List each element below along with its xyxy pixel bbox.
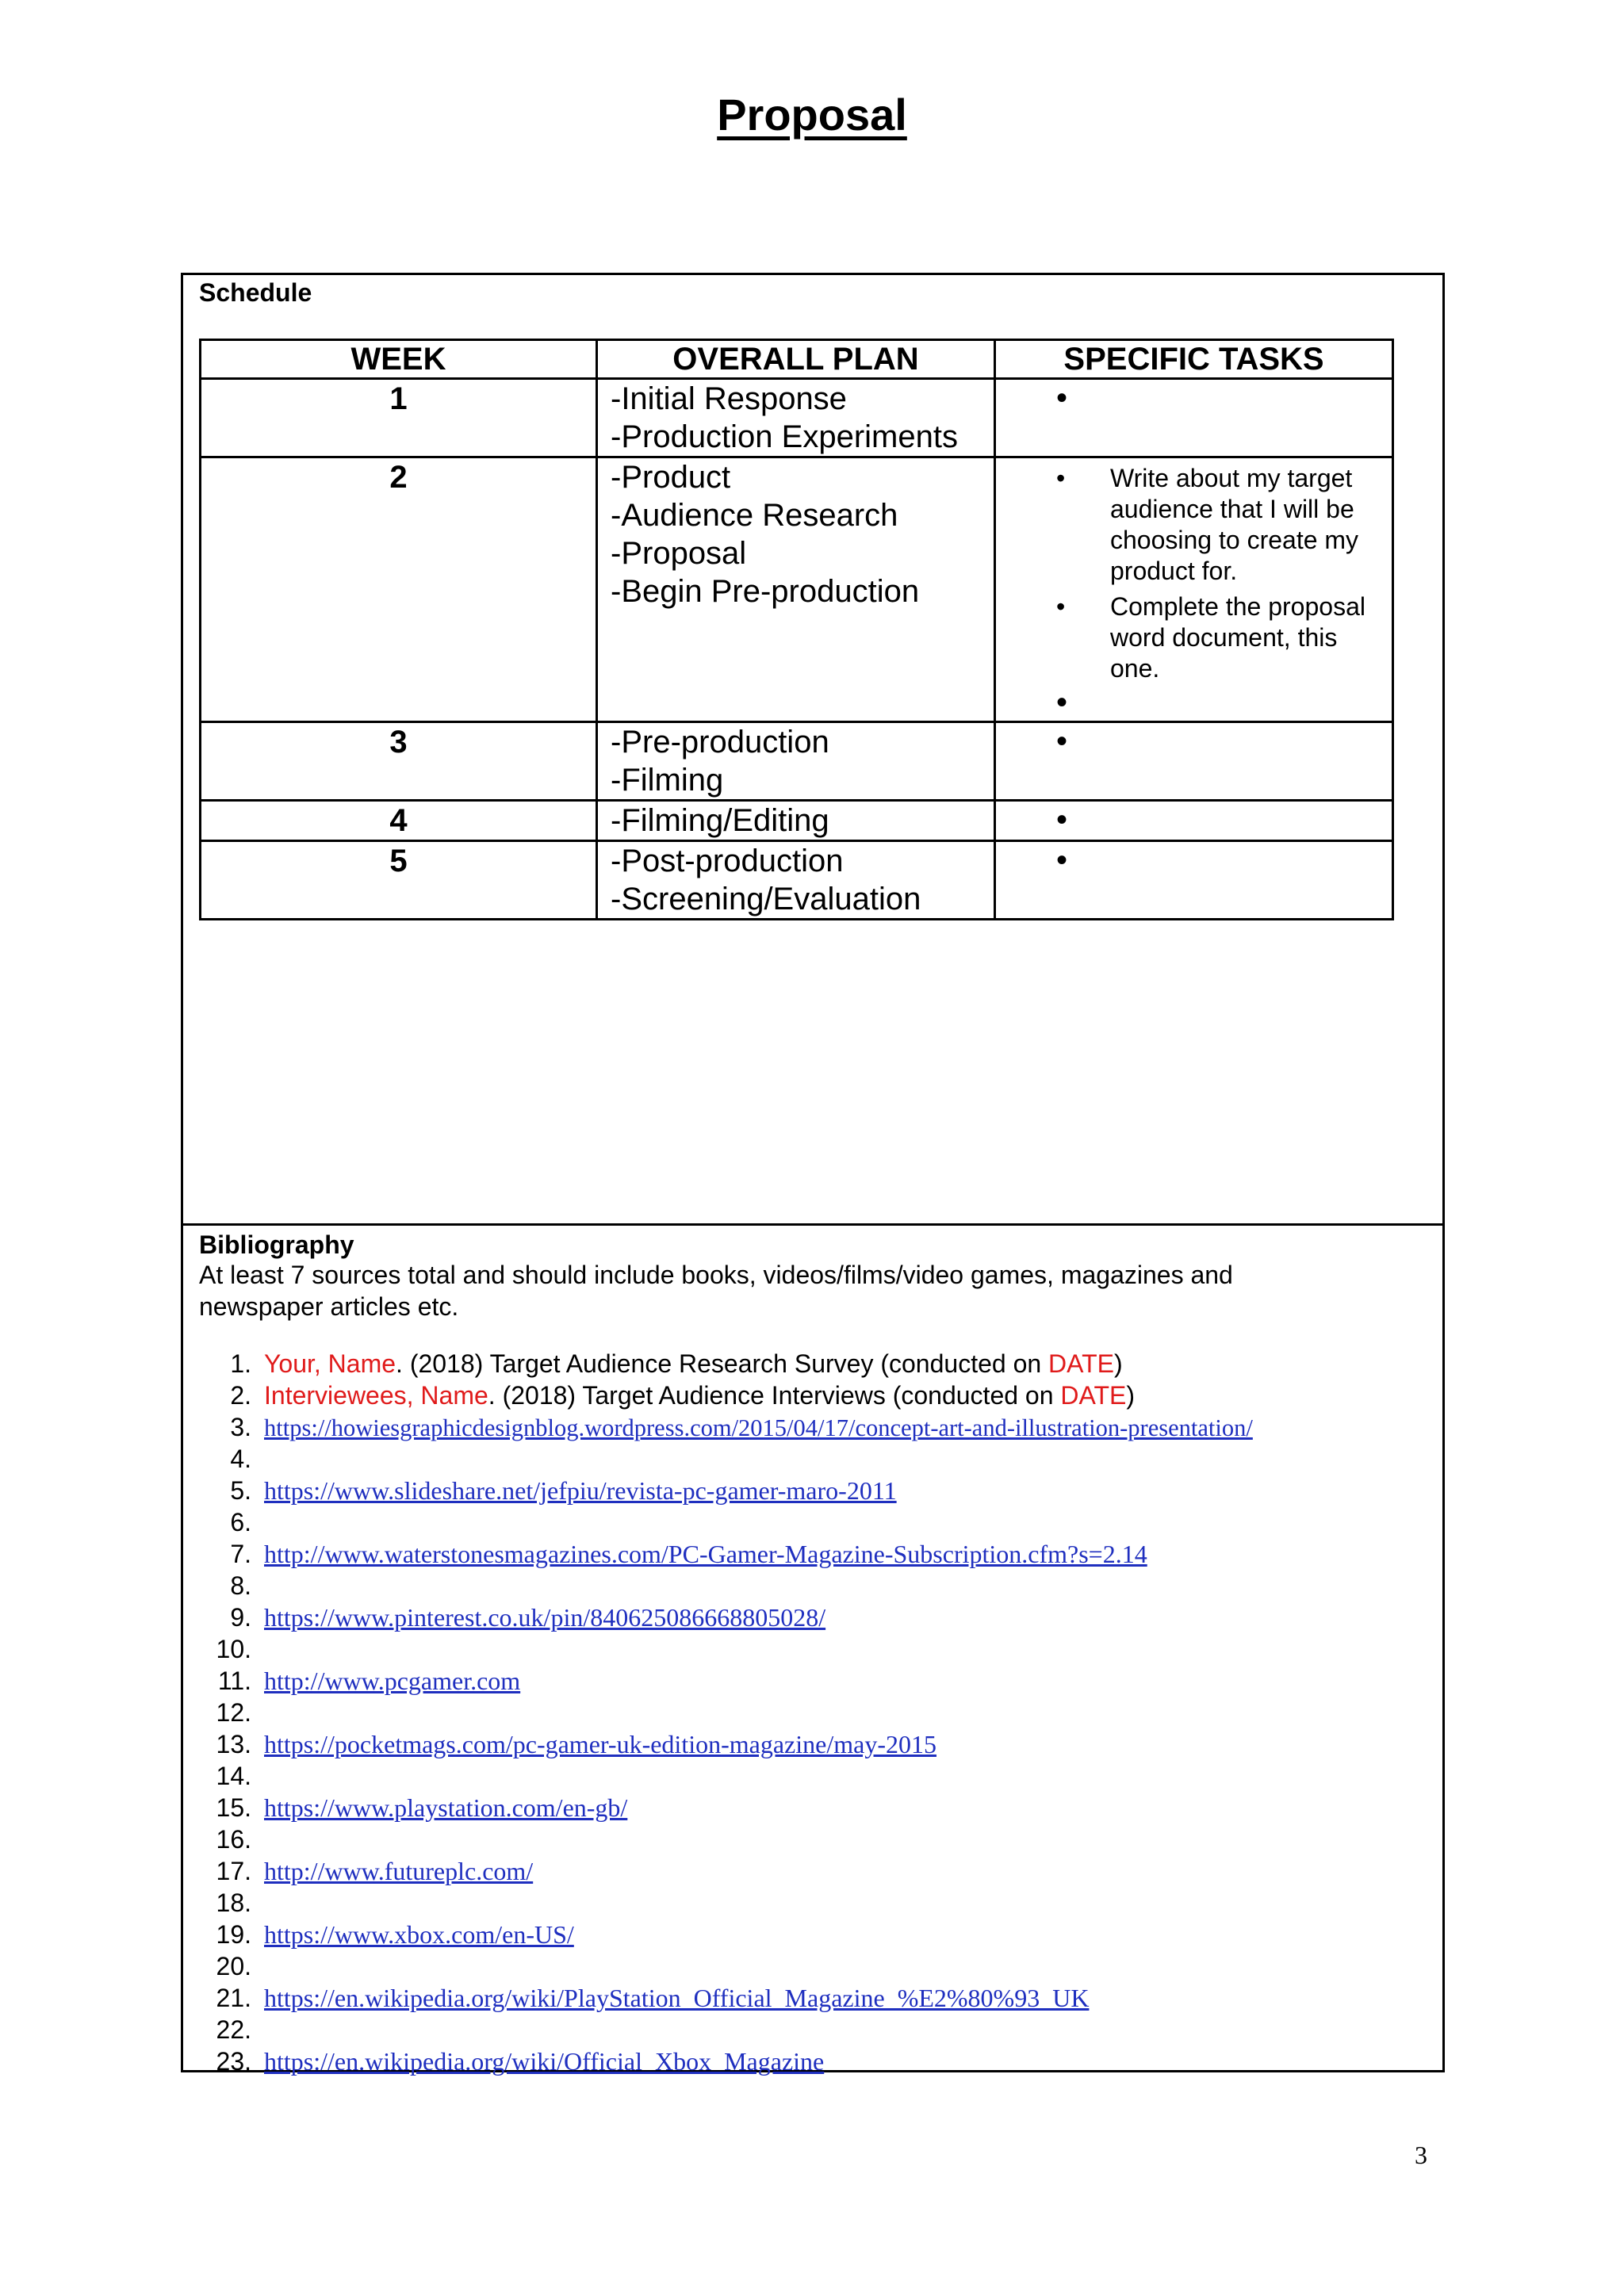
table-row [201,841,1393,920]
plan-line: -Filming [611,763,724,798]
overall-plan [597,841,995,920]
list-item: 8. [230,1571,251,1600]
list-item: 18. [216,1888,251,1917]
bullet-icon: • [1056,843,1068,878]
specific-tasks[interactable] [995,722,1393,801]
list-item: 17. http://www.futureplc.com/ [216,1857,534,1885]
week-number: 3 [201,722,597,801]
list-item: 19. https://www.xbox.com/en-US/ [216,1920,574,1949]
table-row [201,801,1393,841]
list-item: 7. http://www.waterstonesmagazines.com/PC-Gamer-Magazine-Subscription.cfm?s=2.14 [230,1540,1147,1568]
source-link[interactable]: http://www.waterstonesmagazines.com/PC-Gamer-Magazine-Subscription.cfm?s=2.14 [264,1540,1147,1568]
plan-line: -Proposal [611,536,747,571]
source-link[interactable]: https://en.wikipedia.org/wiki/PlayStation_Official_Magazine_%E2%80%93_UK [264,1984,1090,2012]
source-link[interactable]: http://www.futureplc.com/ [264,1857,534,1885]
plan-line: -Screening/Evaluation [611,882,921,916]
specific-tasks[interactable] [995,801,1393,841]
overall-plan [597,801,995,841]
week-number: 5 [201,841,597,920]
schedule-heading: Schedule [199,278,312,307]
table-row [201,722,1393,801]
week-number: 4 [201,801,597,841]
overall-plan [597,379,995,457]
week-number: 2 [201,457,597,722]
source-link[interactable]: https://www.pinterest.co.uk/pin/840625086668805028/ [264,1603,826,1632]
source-link[interactable]: https://www.slideshare.net/jefpiu/revista-pc-gamer-maro-2011 [264,1476,897,1505]
placeholder-date: DATE [1060,1381,1127,1410]
task-item: • Complete the proposal word document, this one. [1056,592,1365,683]
placeholder-name: Your, Name [264,1349,396,1378]
bullet-icon: • [1056,802,1068,837]
plan-line: -Initial Response [611,381,847,416]
placeholder-name: Interviewees, Name [264,1381,488,1410]
list-item: 13. https://pocketmags.com/pc-gamer-uk-edition-magazine/may-2015 [216,1730,936,1758]
page-number: 3 [1415,2141,1427,2169]
plan-line: -Post-production [611,844,844,878]
list-item: 6. [230,1508,251,1536]
list-item: 21. https://en.wikipedia.org/wiki/PlayStation_Official_Magazine_%E2%80%93_UK [216,1984,1090,2012]
bibliography-heading: Bibliography [199,1230,354,1259]
plan-line: -Production Experiments [611,419,958,454]
list-item: 14. [216,1762,251,1790]
list-item: 11. http://www.pcgamer.com [217,1667,521,1695]
list-item: 10. [216,1635,251,1663]
bibliography-section [183,1223,1442,2076]
bullet-icon: • [1056,381,1068,415]
list-item: 5. https://www.slideshare.net/jefpiu/revista-pc-gamer-maro-2011 [230,1476,897,1505]
bullet-icon: • [1056,592,1066,621]
list-item: 3. https://howiesgraphicdesignblog.wordpress.com/2015/04/17/concept-art-and-illustration-presentation/ [230,1413,1253,1441]
bibliography-instructions: At least 7 sources total and should include books, videos/films/video games, magazines and newspaper articles etc. [199,1261,1233,1321]
source-link[interactable]: https://howiesgraphicdesignblog.wordpress.com/2015/04/17/concept-art-and-illustration-presentation/ [264,1414,1253,1441]
list-item: 2. Interviewees, Name. (2018) Target Audience Interviews (conducted on DATE) [230,1381,1136,1410]
column-header-specific-tasks: SPECIFIC TASKS [995,340,1393,379]
specific-tasks[interactable] [995,379,1393,457]
list-item: 4. [230,1445,251,1473]
bullet-icon: • [1056,464,1066,492]
list-item: 9. https://www.pinterest.co.uk/pin/840625086668805028/ [230,1603,826,1632]
plan-line: -Product [611,460,731,495]
plan-line: -Filming/Editing [611,803,829,838]
table-row [201,457,1393,722]
source-link[interactable]: https://en.wikipedia.org/wiki/Official_Xbox_Magazine [264,2047,825,2076]
task-item: • Write about my target audience that I will be choosing to create my product for. [1056,464,1359,585]
overall-plan [597,457,995,722]
column-header-week: WEEK [201,340,597,379]
plan-line: -Pre-production [611,725,829,760]
list-item: 15. https://www.playstation.com/en-gb/ [216,1793,628,1822]
table-row [201,379,1393,457]
source-link[interactable]: http://www.pcgamer.com [264,1667,521,1695]
list-item: 12. [216,1698,251,1727]
table-header-row [201,340,1393,379]
week-number: 1 [201,379,597,457]
placeholder-date: DATE [1048,1349,1115,1378]
specific-tasks[interactable] [995,457,1393,722]
page-title: Proposal [717,90,907,140]
list-item: 23. https://en.wikipedia.org/wiki/Official_Xbox_Magazine [216,2047,825,2076]
bullet-icon: • [1056,685,1068,720]
column-header-overall-plan: OVERALL PLAN [597,340,995,379]
specific-tasks[interactable] [995,841,1393,920]
proposal-form [181,273,1445,2076]
bullet-icon: • [1056,724,1068,759]
list-item: 1. Your, Name. (2018) Target Audience Research Survey (conducted on DATE) [230,1349,1123,1378]
task-item [996,684,1392,721]
plan-line: -Audience Research [611,498,898,533]
source-link[interactable]: https://www.xbox.com/en-US/ [264,1920,574,1949]
source-link[interactable]: https://www.playstation.com/en-gb/ [264,1793,628,1822]
overall-plan [597,722,995,801]
list-item: 22. [216,2015,251,2044]
list-item: 20. [216,1952,251,1980]
list-item: 16. [216,1825,251,1854]
plan-line: -Begin Pre-production [611,574,920,609]
source-link[interactable]: https://pocketmags.com/pc-gamer-uk-edition-magazine/may-2015 [264,1730,936,1758]
bibliography-list [199,1348,1253,2077]
schedule-table [199,339,1394,920]
